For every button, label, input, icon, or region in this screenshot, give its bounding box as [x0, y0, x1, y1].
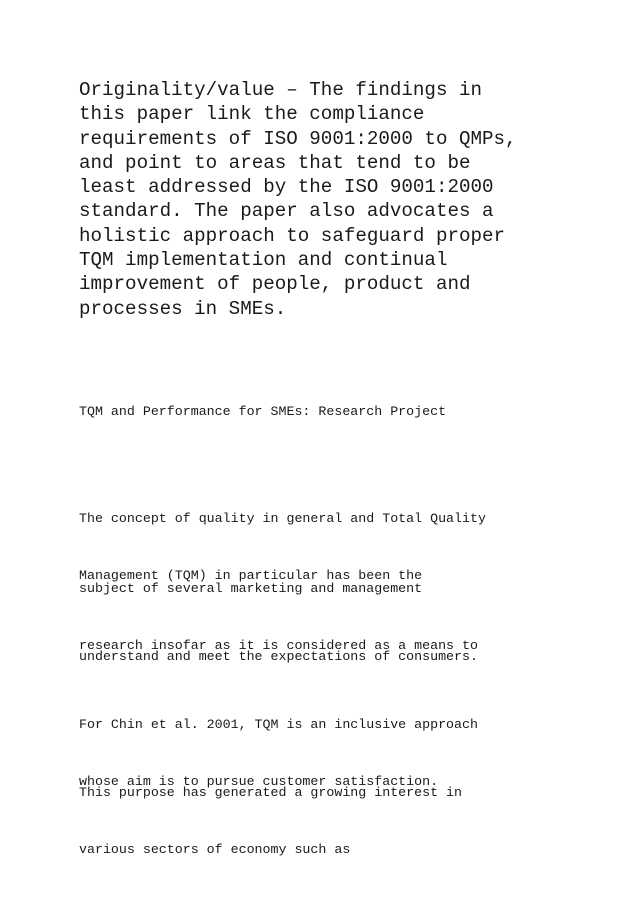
text-line: least addressed by the ISO 9001:2000	[79, 176, 494, 199]
text-line: requirements of ISO 9001:2000 to QMPs,	[79, 127, 517, 150]
text-line: research insofar as it is considered as a means to	[79, 638, 478, 653]
text-line: This purpose has generated a growing interest in	[79, 785, 463, 800]
text-line: and point to areas that tend to be	[79, 151, 471, 174]
body-paragraph	[79, 745, 462, 897]
text-line: For Chin et al. 2001, TQM is an inclusive approach	[79, 717, 478, 732]
text-line: whose aim is to pursue customer satisfaction.	[79, 774, 439, 789]
text-line: holistic approach to safeguard proper	[79, 224, 506, 247]
text-line: Management (TQM) in particular has been the	[79, 568, 423, 583]
section-heading: TQM and Performance for SMEs: Research Project	[79, 404, 447, 419]
text-line: improvement of people, product and	[79, 273, 471, 296]
text-line: TQM implementation and continual	[79, 249, 448, 272]
text-line: various sectors of economy such as	[79, 842, 351, 857]
text-line: standard. The paper also advocates a	[79, 200, 494, 223]
originality-value-paragraph	[79, 78, 517, 321]
text-line: understand and meet the expectations of consumers.	[79, 649, 478, 664]
text-line: subject of several marketing and management	[79, 581, 423, 596]
text-line: processes in SMEs.	[79, 297, 287, 320]
text-line: Originality/value – The findings in	[79, 79, 483, 101]
text-line: this paper link the compliance	[79, 103, 425, 126]
text-line: The concept of quality in general and Total Quality	[79, 511, 486, 526]
